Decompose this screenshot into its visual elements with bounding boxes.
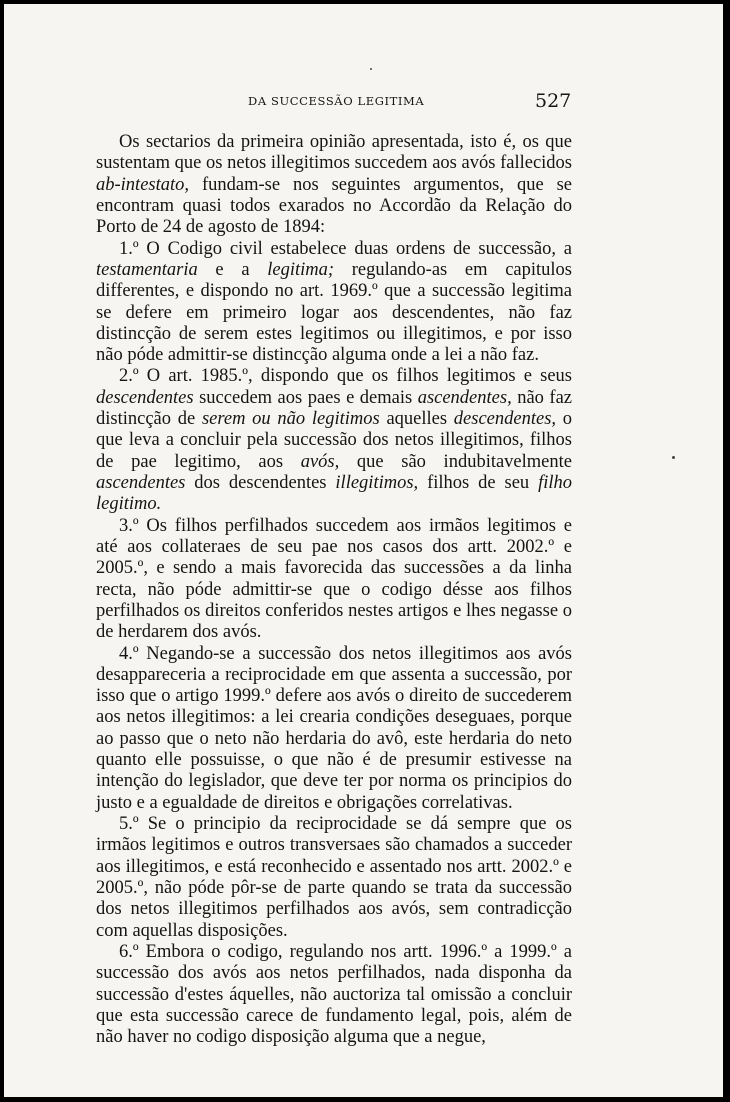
text-run: succedem aos paes e demais [193, 387, 418, 408]
italic-run: illegitimos, [335, 473, 419, 493]
text-run: 5.º Se o principio da reciprocidade se dá sempre que os irmãos legitimos e outros transversaes são chamados a succeder aos illegitimos, e está reconhecido e assentado nos artt. 2002.º e 2005.º, não póde pôr-se de parte quando se trata da successão dos netos illegitimos perfilhados aos avós, sem contradicção com aquellas disposições. [96, 814, 572, 941]
page-number: 527 [535, 90, 572, 112]
text-run: 4.º Negando-se a successão dos netos illegitimos aos avós desappareceria a reciprocidade em que assenta a successão, por isso que o artigo 1999.º defere aos avós o direito de succederem aos netos illegitimos: a lei crearia condições deseguaes, porque ao passo que o neto não herdaria do avô, este herdaria do neto quanto elle possuisse, o que não é de presumir estivesse na intenção do legislador, que deve ter por norma os principios do justo e a egualdade de direitos e obrigações correlativas. [96, 643, 572, 813]
paragraph [96, 366, 572, 515]
paragraph [96, 814, 572, 942]
text-run: o que leva a concluir pela successão dos netos illegitimos, filhos de pae legitimo, aos [96, 409, 573, 472]
print-speck [370, 68, 372, 70]
paragraph [96, 644, 572, 815]
text-run: que são indubitavelmente [339, 451, 572, 472]
italic-run: avós, [300, 451, 340, 472]
text-run: aquelles [379, 409, 454, 430]
italic-run: ab-intestato, [96, 174, 190, 195]
text-run: filhos de seu [418, 473, 539, 493]
paragraph [96, 942, 572, 1049]
italic-run: ascendentes, [417, 387, 512, 408]
italic-run: descendentes [96, 387, 194, 408]
text-run: regulando-as em capitulos differentes, e dispondo no art. 1969.º que a successão legitima se defere em primeiro logar aos descendentes, não faz distincção de serem estes legitimos ou illegitimos, e por isso não póde admittir-se distincção alguma onde a lei a não faz. [96, 259, 572, 366]
text-run: 1.º O Codigo civil estabelece duas ordens de successão, a [119, 238, 572, 259]
print-speck [672, 456, 675, 459]
text-run: fundam-se nos seguintes argumentos, que se encontram quasi todos exarados no Accordão da Relação do Porto de 24 de agosto de 1894: [96, 174, 572, 238]
italic-run: descendentes, [453, 409, 557, 430]
text-run: 6.º Embora o codigo, regulando nos artt. 1996.º a 1999.º a successão dos avós aos netos perfilhados, nada disponha da successão d'estes áquelles, não auctoriza tal omissão a concluir que esta successão carece de fundamento legal, pois, além de não haver no codigo disposição alguma que a negue, [96, 941, 572, 1048]
paragraph [96, 516, 572, 644]
italic-run: serem ou não legitimos [201, 409, 380, 430]
body-text [96, 132, 572, 1048]
page-header [4, 91, 723, 113]
text-run: e a [197, 259, 268, 280]
running-head: DA SUCCESSÃO LEGITIMA [248, 94, 425, 108]
text-run: não faz distincção de [96, 387, 572, 430]
text-run: 2.º O art. 1985.º, dispondo que os filhos legitimos e seus [119, 366, 572, 387]
italic-run: filho legitimo. [96, 473, 572, 515]
book-page [4, 4, 723, 1097]
italic-run: legitima; [267, 259, 335, 280]
paragraph [96, 239, 572, 367]
text-run: dos descendentes [185, 473, 336, 493]
text-run: Os sectarios da primeira opinião apresentada, isto é, os que sustentam que os netos illegitimos succedem aos avós fallecidos [96, 132, 572, 174]
paragraph [96, 132, 572, 239]
italic-run: ascendentes [96, 473, 186, 493]
text-run: 3.º Os filhos perfilhados succedem aos irmãos legitimos e até aos collateraes de seu pae nos casos dos artt. 2002.º e 2005.º, e sendo a mais favorecida das successões a da linha recta, não póde admittir-se que o codigo désse aos filhos perfilhados os direitos conferidos nestes artigos e lhes negasse o de herdarem dos avós. [96, 515, 572, 643]
italic-run: testamentaria [96, 259, 198, 280]
